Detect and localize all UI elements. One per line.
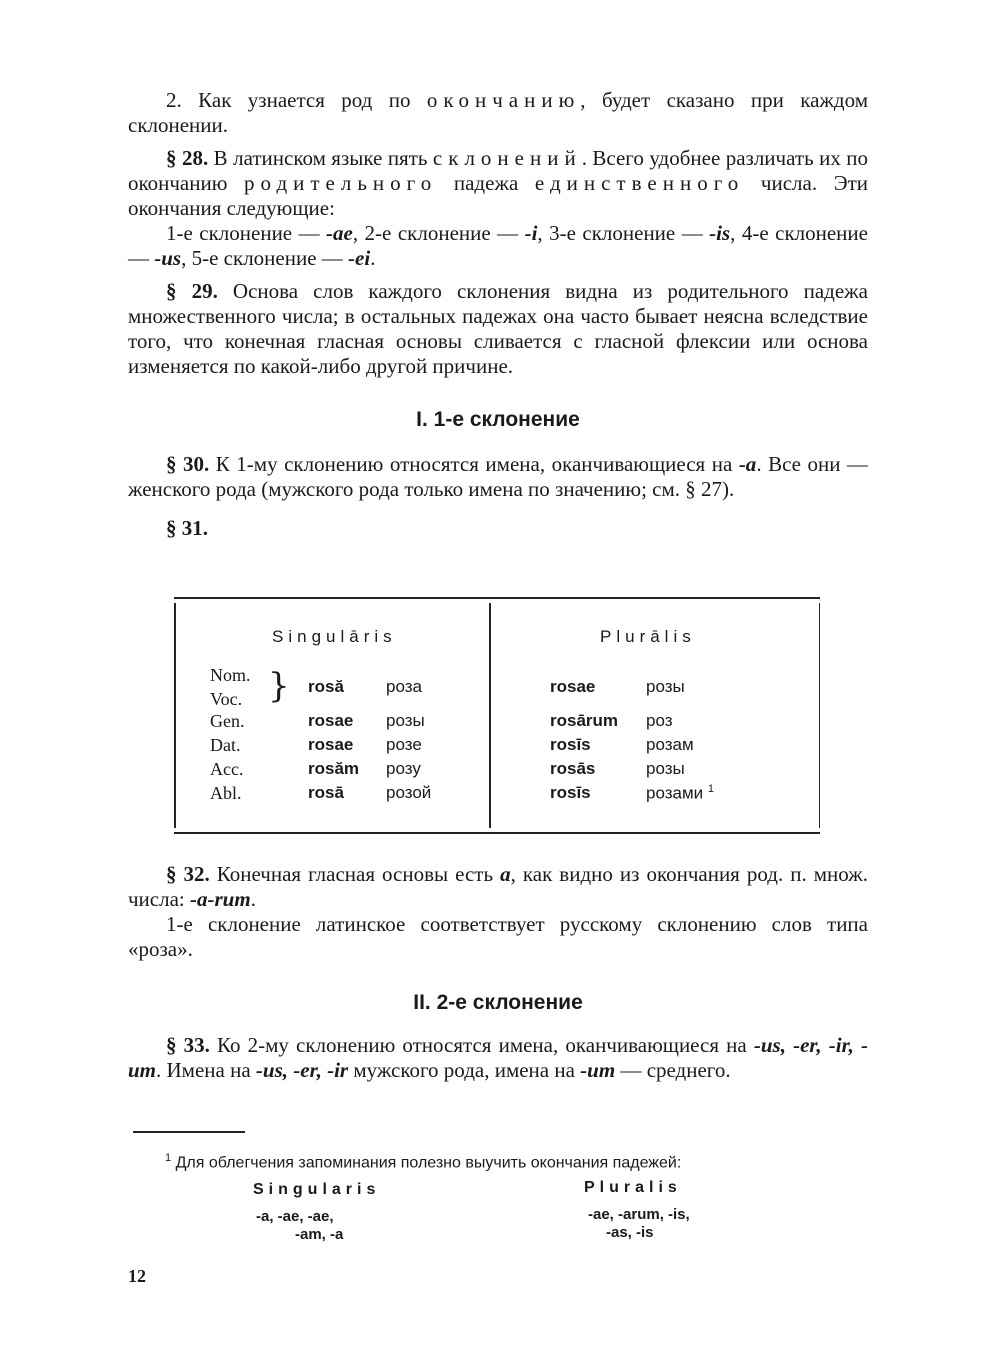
section-number: § 33. <box>166 1033 210 1057</box>
footnote-rule <box>133 1131 245 1133</box>
footnote-singular-endings-2: -am, -a <box>295 1226 344 1243</box>
singular-header: Singulāris <box>272 627 397 646</box>
footnote-singular-header: Singularis <box>253 1181 381 1198</box>
endings-list: 1-е склонение — -ae, 2-е склонение — -i, 3-е склонение — -is, 4-е склонение — -us, 5-е склонение — -ei. <box>128 221 868 270</box>
latin-form: rosārum <box>550 711 619 730</box>
latin-form: rosae <box>550 677 596 696</box>
table-border-right <box>819 603 821 828</box>
table-border-left <box>174 603 176 828</box>
latin-form: rosā <box>308 783 344 802</box>
section-32: § 32. Конечная гласная основы есть a, как видно из окончания род. п. множ. числа: -a-rum. <box>128 862 868 911</box>
latin-form: rosae <box>308 735 354 754</box>
case-label: Nom. <box>210 665 251 685</box>
russian-form: розы <box>646 759 685 778</box>
section-number: § 32. <box>166 862 210 886</box>
latin-form: rosīs <box>550 783 591 802</box>
footnote-text: $^1$ Для облегчения запоминания полезно выучить окончания падежей: <box>165 1152 682 1172</box>
russian-form: розами $^1$ <box>646 783 715 803</box>
footnote-plural-endings-1: -ae, -arum, -is, <box>588 1206 690 1223</box>
section-33: § 33. Ко 2-му склонению относятся имена, оканчивающиеся на -us, -er, -ir, -um. Имена на -us, -er, -ir мужского рода, имена на -um — среднего. <box>128 1033 869 1082</box>
latin-form: rosăm <box>308 759 360 778</box>
paragraph-gender: 2. Как узнается род по окончанию, будет сказано при каждом склонении. <box>128 88 868 137</box>
section-29: § 29. Основа слов каждого склонения видна из родительного падежа множественного числа; в остальных падежах она часто бывает неясна вследствие того, что конечная гласная основы сливается с гласной флексии или основа изменяется по какой-либо другой причине. <box>128 279 868 378</box>
footnote-plural-header: Pluralis <box>584 1179 682 1196</box>
brace: } <box>268 666 290 706</box>
case-label: Abl. <box>210 783 242 803</box>
russian-form: розы <box>386 711 425 730</box>
chapter-heading-1: I. 1-е склонение <box>416 408 580 431</box>
section-31 <box>128 516 868 541</box>
section-28: § 28. В латинском языке пять склонений. Всего удобнее различать их по окончанию родительного падежа единственного числа. Эти окончания следующие: <box>128 146 869 220</box>
section-number: § 30. <box>166 452 210 476</box>
russian-form: розой <box>386 783 432 802</box>
russian-form: роза <box>386 677 422 696</box>
case-label: Dat. <box>210 735 241 755</box>
russian-form: роз <box>646 711 673 730</box>
russian-form: розу <box>386 759 421 778</box>
latin-form: rosās <box>550 759 596 778</box>
section-number: § 29. <box>166 279 218 303</box>
page-body <box>128 88 868 541</box>
case-label: Voc. <box>210 689 243 709</box>
section-32-note: 1-е склонение латинское соответствует русскому склонению слов типа «роза». <box>128 912 868 961</box>
footnote-ref[interactable]: 1 <box>707 783 715 795</box>
section-number: § 31. <box>166 516 208 540</box>
page-body-lower <box>128 862 868 1083</box>
table-divider <box>489 603 491 828</box>
case-label: Acc. <box>210 759 244 779</box>
footnote-singular-endings-1: -a, -ae, -ae, <box>256 1208 334 1225</box>
latin-form: rosīs <box>550 735 591 754</box>
declension-table <box>174 597 820 834</box>
plural-header: Plurālis <box>600 627 696 646</box>
section-30: § 30. К 1-му склонению относятся имена, оканчивающиеся на -a. Все они — женского рода (мужского рода только имена по значению; см. § 27). <box>128 452 868 501</box>
section-number: § 28. <box>166 146 209 170</box>
russian-form: розе <box>386 735 422 754</box>
page-number: 12 <box>128 1266 146 1286</box>
latin-form: rosă <box>308 677 344 696</box>
chapter-heading-2: II. 2-е склонение <box>413 991 583 1014</box>
russian-form: розам <box>646 735 694 754</box>
case-label: Gen. <box>210 711 245 731</box>
latin-form: rosae <box>308 711 354 730</box>
footnote-plural-endings-2: -as, -is <box>606 1224 654 1241</box>
russian-form: розы <box>646 677 685 696</box>
